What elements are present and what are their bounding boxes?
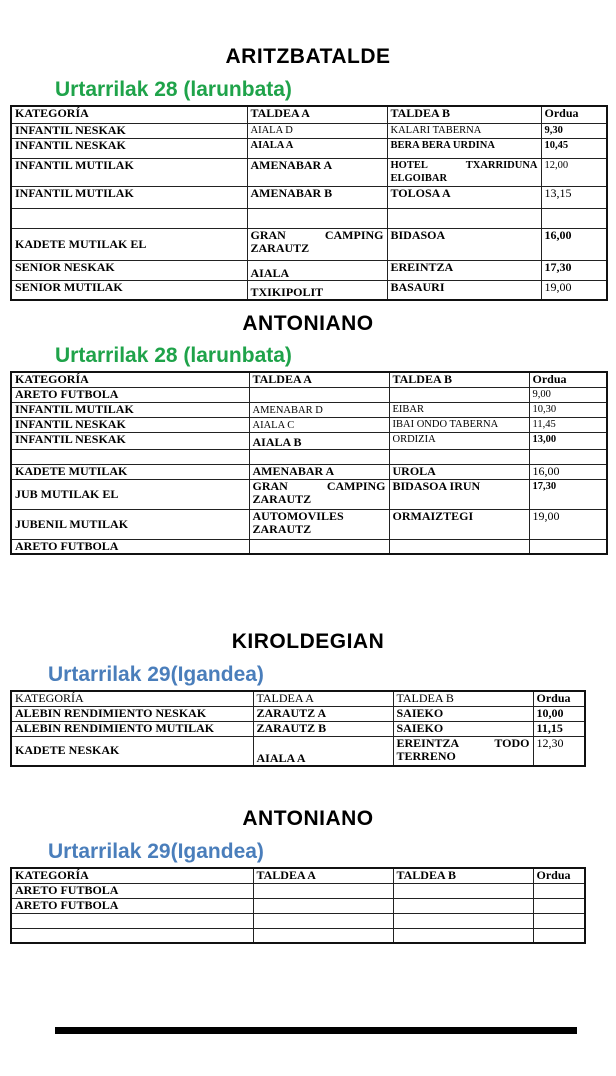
- time-cell: 19,00: [541, 280, 607, 300]
- table-header-row: [11, 868, 585, 883]
- table-row-empty: [11, 928, 585, 943]
- category-cell: JUBENIL MUTILAK: [11, 509, 249, 539]
- header-team-b: TALDEA B: [393, 868, 533, 883]
- time-cell: 12,00: [541, 158, 607, 186]
- table-row-empty: [11, 913, 585, 928]
- table-row: [11, 138, 607, 158]
- team-a-cell: GRAN CAMPING ZARAUTZ: [249, 479, 389, 509]
- time-cell: 10,45: [541, 138, 607, 158]
- category-cell: ALEBIN RENDIMIENTO NESKAK: [11, 706, 253, 721]
- table-row: [11, 387, 607, 402]
- time-cell: 13,15: [541, 186, 607, 208]
- team-a-cell: ZARAUTZ B: [253, 721, 393, 736]
- team-a-cell: GRAN CAMPING ZARAUTZ: [247, 228, 387, 260]
- category-cell: INFANTIL NESKAK: [11, 417, 249, 432]
- team-b-cell: HOTEL TXARRIDUNA ELGOIBAR: [387, 158, 541, 186]
- header-category: KATEGORÍA: [11, 868, 253, 883]
- table-row: [11, 260, 607, 280]
- team-a-cell: TXIKIPOLIT: [247, 280, 387, 300]
- team-a-cell: AIALA: [247, 260, 387, 280]
- table-row: [11, 417, 607, 432]
- category-cell: ARETO FUTBOLA: [11, 539, 249, 554]
- team-b-cell: BIDASOA: [387, 228, 541, 260]
- time-cell: 16,00: [529, 464, 607, 479]
- team-a-cell: AIALA A: [253, 736, 393, 766]
- time-cell: 19,00: [529, 509, 607, 539]
- header-category: KATEGORÍA: [11, 106, 247, 123]
- time-cell: 12,30: [533, 736, 585, 766]
- time-cell: 13,00: [529, 432, 607, 449]
- team-b-cell: EREINTZA TODO TERRENO: [393, 736, 533, 766]
- header-team-a: TALDEA A: [249, 372, 389, 387]
- header-team-b: TALDEA B: [393, 691, 533, 706]
- schedule-table: [10, 867, 586, 944]
- table-header-row: [11, 372, 607, 387]
- team-b-cell: IBAI ONDO TABERNA: [389, 417, 529, 432]
- time-cell: 16,00: [541, 228, 607, 260]
- time-cell: 17,30: [529, 479, 607, 509]
- category-cell: INFANTIL MUTILAK: [11, 186, 247, 208]
- header-team-a: TALDEA A: [247, 106, 387, 123]
- table-row: [11, 883, 585, 898]
- table-row: [11, 123, 607, 138]
- team-b-cell: BASAURI: [387, 280, 541, 300]
- team-a-cell: [249, 387, 389, 402]
- category-cell: INFANTIL NESKAK: [11, 123, 247, 138]
- team-b-cell: BERA BERA URDINA: [387, 138, 541, 158]
- team-b-cell: ORMAIZTEGI: [389, 509, 529, 539]
- header-team-a: TALDEA A: [253, 868, 393, 883]
- table-row-empty: [11, 449, 607, 464]
- category-cell: INFANTIL MUTILAK: [11, 402, 249, 417]
- team-b-cell: EIBAR: [389, 402, 529, 417]
- table-row: [11, 539, 607, 554]
- table-row: [11, 464, 607, 479]
- team-b-cell: ORDIZIA: [389, 432, 529, 449]
- table-row: [11, 432, 607, 449]
- venue-title: ANTONIANO: [242, 312, 374, 335]
- time-cell: 17,30: [541, 260, 607, 280]
- venue-title: ARITZBATALDE: [225, 45, 391, 68]
- category-cell: INFANTIL NESKAK: [11, 432, 249, 449]
- team-b-cell: TOLOSA A: [387, 186, 541, 208]
- team-a-cell: AMENABAR A: [249, 464, 389, 479]
- horizontal-rule: [55, 1027, 577, 1034]
- venue-title: KIROLDEGIAN: [231, 630, 385, 653]
- table-row: [11, 280, 607, 300]
- category-cell: JUB MUTILAK EL: [11, 479, 249, 509]
- table-row: [11, 479, 607, 509]
- date-heading: Urtarrilak 29(Igandea): [48, 663, 264, 686]
- table-row: [11, 736, 585, 766]
- category-cell: ALEBIN RENDIMIENTO MUTILAK: [11, 721, 253, 736]
- team-a-cell: AMENABAR A: [247, 158, 387, 186]
- team-b-cell: UROLA: [389, 464, 529, 479]
- table-row: [11, 898, 585, 913]
- table-row: [11, 158, 607, 186]
- team-a-cell: AUTOMOVILES ZARAUTZ: [249, 509, 389, 539]
- table-row: [11, 186, 607, 208]
- header-time: Ordua: [533, 691, 585, 706]
- team-a-cell: ZARAUTZ A: [253, 706, 393, 721]
- header-team-a: TALDEA A: [253, 691, 393, 706]
- category-cell: KADETE NESKAK: [11, 736, 253, 766]
- schedule-table: [10, 371, 608, 555]
- category-cell: KADETE MUTILAK: [11, 464, 249, 479]
- schedule-table: [10, 690, 586, 767]
- table-row: [11, 721, 585, 736]
- team-a-cell: AIALA D: [247, 123, 387, 138]
- time-cell: 9,30: [541, 123, 607, 138]
- team-b-cell: KALARI TABERNA: [387, 123, 541, 138]
- team-a-cell: AMENABAR B: [247, 186, 387, 208]
- category-cell: ARETO FUTBOLA: [11, 898, 253, 913]
- table-row: [11, 706, 585, 721]
- category-cell: ARETO FUTBOLA: [11, 387, 249, 402]
- schedule-table: [10, 105, 608, 301]
- table-row-empty: [11, 208, 607, 228]
- time-cell: 10,00: [533, 706, 585, 721]
- date-heading: Urtarrilak 28 (larunbata): [55, 344, 292, 367]
- header-team-b: TALDEA B: [389, 372, 529, 387]
- time-cell: 11,45: [529, 417, 607, 432]
- table-row: [11, 402, 607, 417]
- table-row: [11, 509, 607, 539]
- table-row: [11, 228, 607, 260]
- team-b-cell: BIDASOA IRUN: [389, 479, 529, 509]
- team-a-cell: AIALA C: [249, 417, 389, 432]
- date-heading: Urtarrilak 29(Igandea): [48, 840, 264, 863]
- team-a-cell: AIALA B: [249, 432, 389, 449]
- team-b-cell: EREINTZA: [387, 260, 541, 280]
- time-cell: 10,30: [529, 402, 607, 417]
- header-category: KATEGORÍA: [11, 691, 253, 706]
- table-header-row: [11, 106, 607, 123]
- date-heading: Urtarrilak 28 (larunbata): [55, 78, 292, 101]
- team-b-cell: SAIEKO: [393, 706, 533, 721]
- category-cell: SENIOR MUTILAK: [11, 280, 247, 300]
- header-team-b: TALDEA B: [387, 106, 541, 123]
- time-cell: 9,00: [529, 387, 607, 402]
- category-cell: ARETO FUTBOLA: [11, 883, 253, 898]
- category-cell: INFANTIL MUTILAK: [11, 158, 247, 186]
- header-time: Ordua: [533, 868, 585, 883]
- table-header-row: [11, 691, 585, 706]
- team-a-cell: AIALA A: [247, 138, 387, 158]
- category-cell: INFANTIL NESKAK: [11, 138, 247, 158]
- team-a-cell: AMENABAR D: [249, 402, 389, 417]
- team-b-cell: [389, 387, 529, 402]
- category-cell: SENIOR NESKAK: [11, 260, 247, 280]
- header-time: Ordua: [541, 106, 607, 123]
- header-time: Ordua: [529, 372, 607, 387]
- category-cell: KADETE MUTILAK EL: [11, 228, 247, 260]
- venue-title: ANTONIANO: [242, 807, 374, 830]
- time-cell: 11,15: [533, 721, 585, 736]
- team-b-cell: SAIEKO: [393, 721, 533, 736]
- header-category: KATEGORÍA: [11, 372, 249, 387]
